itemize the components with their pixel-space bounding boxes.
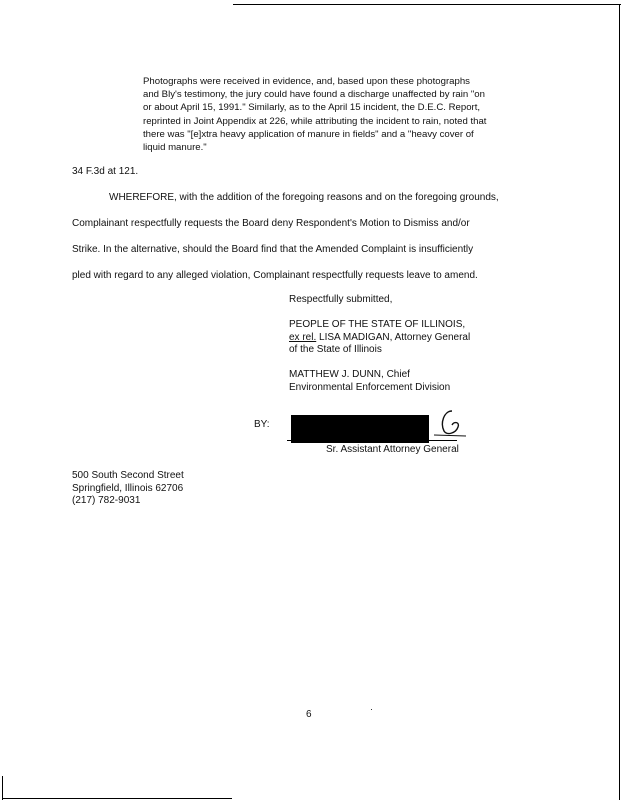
scan-border-bottom (2, 798, 232, 799)
signer-title: Sr. Assistant Attorney General (326, 444, 459, 455)
address-line: Springfield, Illinois 62706 (72, 482, 184, 494)
scan-speck (371, 709, 372, 710)
page-number: 6 (306, 709, 312, 720)
quote-line: there was "[e]xtra heavy application of manure in fields" and a "heavy cover of (143, 128, 474, 140)
body-line: pled with regard to any alleged violation, Complainant respectfully requests leave to amend. (72, 270, 478, 281)
closing-text: Respectfully submitted, (289, 294, 393, 305)
body-line: Strike. In the alternative, should the Board find that the Amended Complaint is insufficiently (72, 244, 474, 255)
party-block (289, 319, 470, 357)
redaction-box (291, 415, 429, 443)
chief-division: Environmental Enforcement Division (289, 381, 451, 393)
body-line: Complainant respectfully requests the Board deny Respondent's Motion to Dismiss and/or (72, 218, 470, 229)
citation: 34 F.3d at 121. (72, 166, 139, 177)
chief-name: MATTHEW J. DUNN, Chief (289, 369, 410, 380)
attorney-general-text: LISA MADIGAN, Attorney General (316, 331, 471, 343)
by-label: BY: (254, 419, 270, 430)
scan-border-left-mark (2, 776, 3, 800)
quote-line: Photographs were received in evidence, and, based upon these photographs (143, 76, 470, 87)
quote-line: and Bly's testimony, the jury could have found a discharge unaffected by rain "on (143, 89, 485, 101)
address-line: (217) 782-9031 (72, 495, 141, 506)
scan-border-top (233, 4, 621, 5)
block-quote (143, 75, 543, 154)
handwritten-signature (430, 405, 470, 439)
ex-rel-text: ex rel. (289, 331, 317, 343)
party-line: PEOPLE OF THE STATE OF ILLINOIS, (289, 319, 466, 330)
address-block (72, 470, 184, 508)
scan-border-right (619, 4, 620, 800)
address-line: 500 South Second Street (72, 470, 184, 481)
party-line: of the State of Illinois (289, 344, 382, 355)
chief-block (289, 369, 450, 394)
body-line: WHEREFORE, with the addition of the foregoing reasons and on the foregoing grounds, (109, 192, 499, 203)
quote-line: liquid manure." (143, 142, 207, 154)
party-line (289, 332, 470, 345)
quote-line: reprinted in Joint Appendix at 226, while attributing the incident to rain, noted that (143, 115, 487, 127)
quote-line: or about April 15, 1991." Similarly, as to the April 15 incident, the D.E.C. Report, (143, 102, 481, 114)
